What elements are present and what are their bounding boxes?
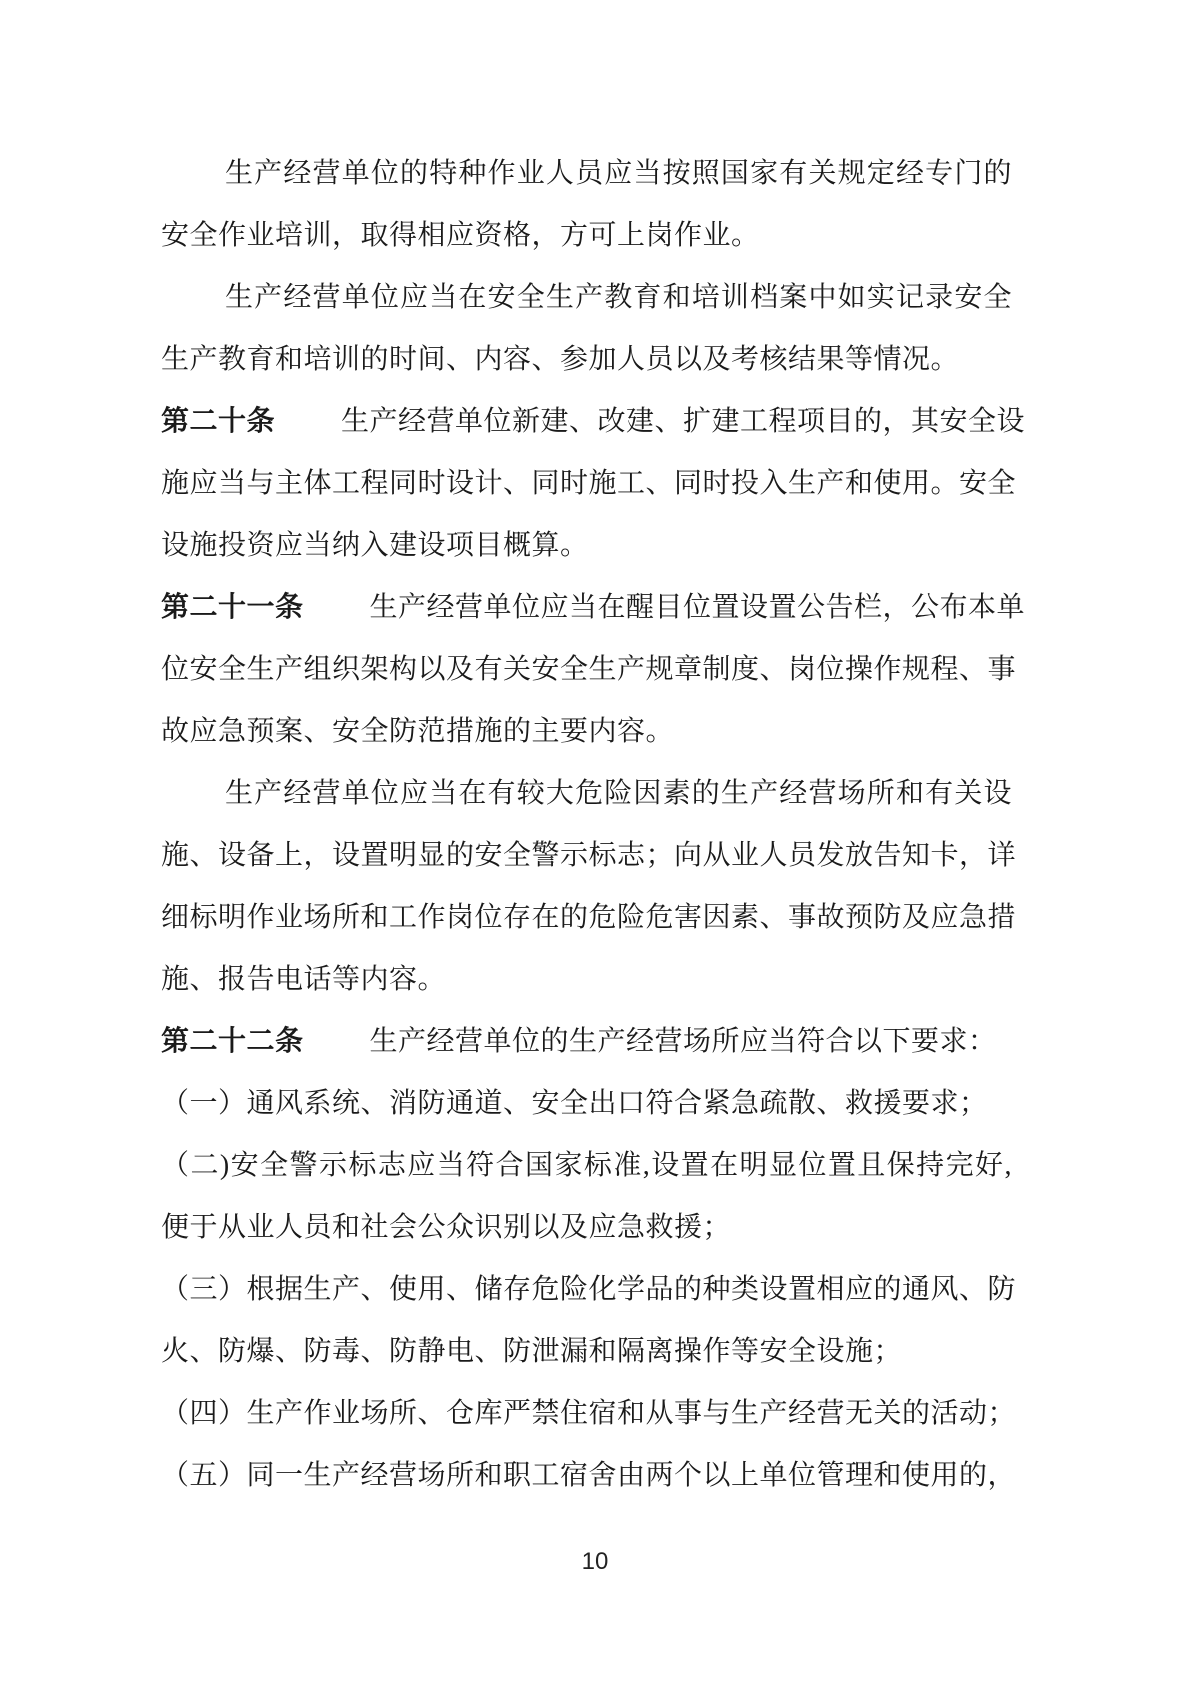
line-text: 施、设备上，设置明显的安全警示标志；向从业人员发放告知卡，详 bbox=[161, 840, 1017, 871]
line-text: 施应当与主体工程同时设计、同时施工、同时投入生产和使用。安全 bbox=[161, 468, 1017, 499]
text-line bbox=[161, 515, 1012, 577]
line-text: 位安全生产组织架构以及有关安全生产规章制度、岗位操作规程、事 bbox=[161, 654, 1017, 685]
text-line bbox=[161, 1197, 1012, 1259]
text-line bbox=[161, 205, 1012, 267]
line-text: 生产经营单位新建、改建、扩建工程项目的，其安全设 bbox=[341, 406, 1026, 437]
article-number: 第二十条 bbox=[161, 406, 276, 437]
text-line bbox=[161, 1445, 1017, 1507]
text-line bbox=[161, 1011, 1012, 1073]
text-line bbox=[161, 887, 1017, 949]
text-line bbox=[161, 267, 1012, 329]
text-line bbox=[161, 701, 1012, 763]
line-text: （五）同一生产经营场所和职工宿舍由两个以上单位管理和使用的， bbox=[161, 1460, 1017, 1491]
line-text: 火、防爆、防毒、防静电、防泄漏和隔离操作等安全设施； bbox=[161, 1336, 903, 1367]
line-text: （四）生产作业场所、仓库严禁住宿和从事与生产经营无关的活动； bbox=[161, 1398, 1017, 1429]
line-text: 故应急预案、安全防范措施的主要内容。 bbox=[161, 716, 675, 747]
text-line bbox=[161, 453, 1017, 515]
line-text: 生产经营单位的特种作业人员应当按照国家有关规定经专门的 bbox=[225, 158, 1012, 189]
text-line bbox=[161, 143, 1012, 205]
line-text: （三）根据生产、使用、储存危险化学品的种类设置相应的通风、防 bbox=[161, 1274, 1017, 1305]
line-text: （二)安全警示标志应当符合国家标准,设置在明显位置且保持完好, bbox=[161, 1150, 1012, 1181]
line-text: 便于从业人员和社会公众识别以及应急救援； bbox=[161, 1212, 732, 1243]
article-gap bbox=[304, 1049, 370, 1050]
article-gap bbox=[304, 615, 370, 616]
line-text: 生产经营单位的生产经营场所应当符合以下要求： bbox=[369, 1026, 997, 1057]
text-line bbox=[161, 639, 1017, 701]
page-number: 10 bbox=[581, 1548, 609, 1575]
text-line bbox=[161, 825, 1017, 887]
text-line bbox=[161, 763, 1012, 825]
text-line bbox=[161, 1259, 1017, 1321]
article-gap bbox=[275, 429, 341, 430]
line-text: 设施投资应当纳入建设项目概算。 bbox=[161, 530, 589, 561]
document-body bbox=[161, 143, 1026, 1507]
text-line bbox=[161, 1321, 1012, 1383]
line-text: 细标明作业场所和工作岗位存在的危险危害因素、事故预防及应急措 bbox=[161, 902, 1017, 933]
line-text: 安全作业培训，取得相应资格，方可上岗作业。 bbox=[161, 220, 760, 251]
line-text: 生产经营单位应当在醒目位置设置公告栏，公布本单 bbox=[369, 592, 1026, 623]
text-line bbox=[161, 577, 1026, 639]
text-line bbox=[161, 1383, 1017, 1445]
text-line bbox=[161, 1073, 1012, 1135]
text-line bbox=[161, 1135, 1012, 1197]
text-line bbox=[161, 949, 1012, 1011]
article-number: 第二十一条 bbox=[161, 592, 304, 623]
line-text: 生产教育和培训的时间、内容、参加人员以及考核结果等情况。 bbox=[161, 344, 960, 375]
line-text: 施、报告电话等内容。 bbox=[161, 964, 447, 995]
article-number: 第二十二条 bbox=[161, 1026, 304, 1057]
text-line bbox=[161, 329, 1012, 391]
line-text: 生产经营单位应当在有较大危险因素的生产经营场所和有关设 bbox=[225, 778, 1012, 809]
line-text: 生产经营单位应当在安全生产教育和培训档案中如实记录安全 bbox=[225, 282, 1012, 313]
line-text: （一）通风系统、消防通道、安全出口符合紧急疏散、救援要求； bbox=[161, 1088, 988, 1119]
text-line bbox=[161, 391, 1026, 453]
